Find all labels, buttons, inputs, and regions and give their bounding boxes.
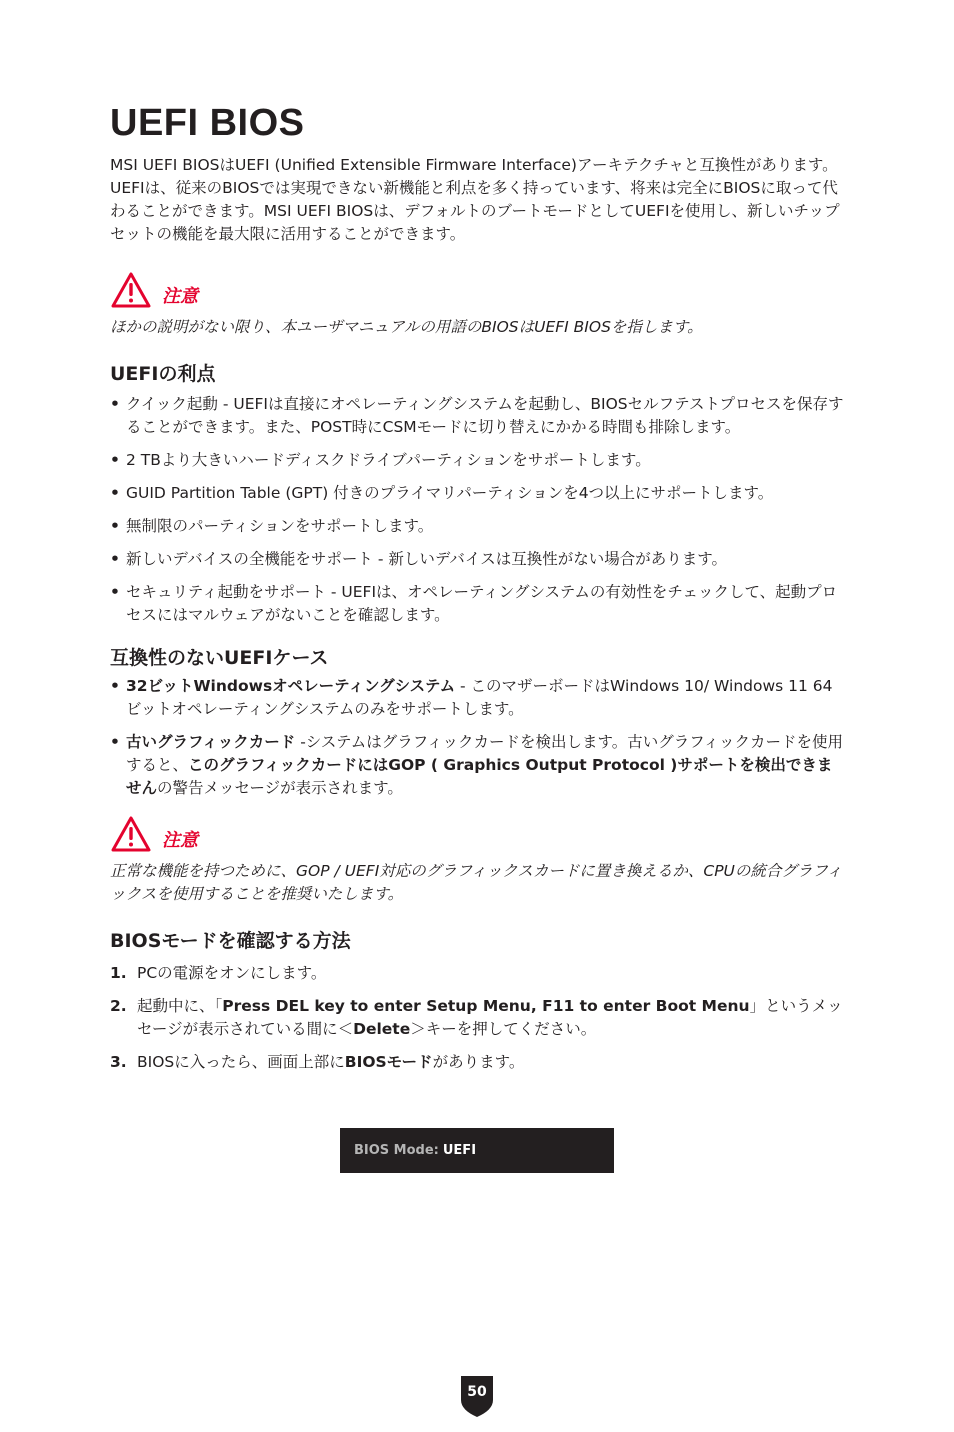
step-text-bold: Press DEL key to enter Setup Menu, F11 to enter Boot Menu (222, 997, 750, 1015)
section-check-mode (110, 928, 846, 1074)
step-text: があります。 (432, 1053, 525, 1071)
list-item: • 新しいデバイスの全機能をサポート - 新しいデバイスは互換性がない場合があります。 (110, 548, 846, 571)
caution-text: 正常な機能を持つために、GOP / UEFI対応のグラフィックスカードに置き換えるか、CPUの統合グラフィックスを使用することを推奨いたします。 (110, 862, 843, 903)
step-text-bold: BIOSモード (344, 1053, 433, 1071)
bios-mode-value: UEFI (442, 1143, 477, 1158)
list-item-text: の警告メッセージが表示されます。 (157, 779, 403, 797)
step-text: 起動中に、「 (137, 997, 223, 1015)
page-number-badge (457, 1374, 497, 1418)
step-text-bold: Delete (353, 1020, 411, 1038)
section-heading-check-mode: BIOSモードを確認する方法 (110, 930, 351, 952)
step-item (110, 962, 846, 985)
steps-list (110, 962, 846, 1074)
caution-box-2 (110, 812, 846, 906)
page-content (110, 100, 846, 1084)
step-text: 」というメッセージが表示されている間に＜ (137, 997, 843, 1038)
caution-text: ほかの説明がない限り、本ユーザマニュアルの用語のBIOSはUEFI BIOSを指します。 (110, 318, 703, 336)
list-item-bold: 古いグラフィックカード (126, 733, 296, 751)
section-heading-benefits: UEFIの利点 (110, 363, 216, 385)
list-item: • 無制限のパーティションをサポートします。 (110, 515, 846, 538)
caution-label: 注意 (162, 286, 198, 307)
list-item-bold: このグラフィックカードにはGOP ( Graphics Output Protocol )サポートを検出できません (126, 756, 833, 797)
list-item: • GUID Partition Table (GPT) 付きのプライマリパーティションを4つ以上にサポートします。 (110, 482, 846, 505)
caution-label: 注意 (162, 830, 198, 851)
list-item: • クイック起動 - UEFIは直接にオペレーティングシステムを起動し、BIOSセルフテストプロセスを保存することができます。また、POST時にCSMモードに切り替えにかかる時間も排除します。 (110, 393, 846, 439)
page-title: UEFI BIOS (110, 102, 305, 144)
incompatible-list (110, 675, 846, 800)
page-number: 50 (467, 1384, 487, 1400)
caution-box-1 (110, 268, 846, 339)
list-item-bold: 32ビットWindowsオペレーティングシステム (126, 677, 456, 695)
step-text: ＞キーを押してください。 (410, 1020, 597, 1038)
bios-mode-bar (340, 1128, 614, 1173)
caution-header (110, 812, 846, 856)
step-text: BIOSに入ったら、画面上部に (137, 1053, 345, 1071)
list-item-text: -システムはグラフィックカードを検出します。古いグラフィックカードを使用すると、 (126, 733, 844, 774)
warning-icon (110, 271, 152, 309)
list-item (110, 731, 846, 800)
list-item-text: - このマザーボードはWindows 10/ Windows 11 64ビットオペレーティングシステムのみをサポートします。 (126, 677, 833, 718)
section-benefits (110, 361, 846, 627)
bios-mode-label: BIOS Mode: (354, 1143, 439, 1158)
benefits-list (110, 393, 846, 627)
step-text: PCの電源をオンにします。 (137, 964, 327, 982)
step-item (110, 1051, 846, 1074)
list-item: • 2 TBより大きいハードディスクドライブパーティションをサポートします。 (110, 449, 846, 472)
list-item: • セキュリティ起動をサポート - UEFIは、オペレーティングシステムの有効性をチェックして、起動プロセスにはマルウェアがないことを確認します。 (110, 581, 846, 627)
step-item (110, 995, 846, 1041)
intro-paragraph: MSI UEFI BIOSはUEFI (Unified Extensible Firmware Interface)アーキテクチャと互換性があります。UEFIは、従来のBIOSでは実現できない新機能と利点を多く持っています、将来は完全にBIOSに取って代わることができます。MSI UEFI BIOSは、デフォルトのブートモードとしてUEFIを使用し、新しいチップセットの機能を最大限に活用することができます。 (110, 156, 840, 243)
list-item (110, 675, 846, 721)
section-heading-incompatible: 互換性のないUEFIケース (110, 647, 329, 669)
warning-icon (110, 815, 152, 853)
step-number: 1. (110, 964, 127, 982)
caution-header (110, 268, 846, 312)
step-number: 2. (110, 997, 127, 1015)
step-number: 3. (110, 1053, 127, 1071)
section-incompatible (110, 645, 846, 800)
